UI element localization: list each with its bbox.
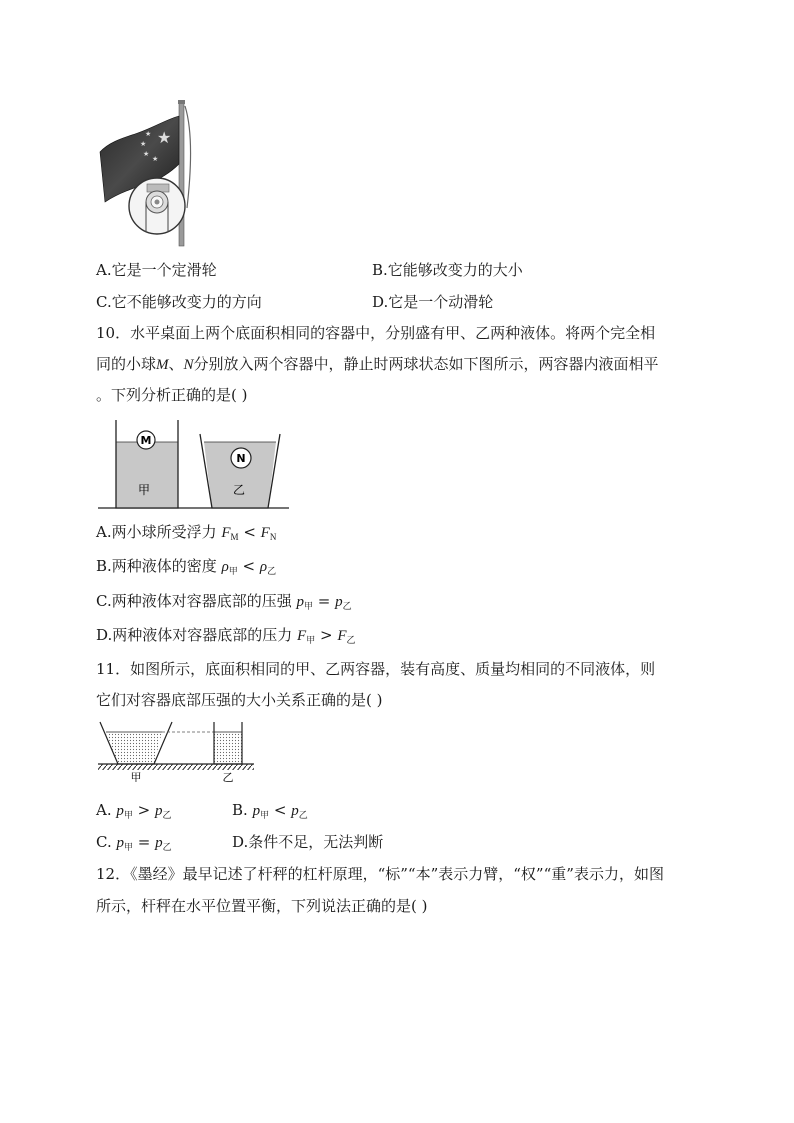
q11-option-c: C. $p_甲 = p_乙$ <box>96 833 172 853</box>
liquid-jia <box>116 442 178 508</box>
small-star-icon: ★ <box>140 140 147 148</box>
big-star-icon: ★ <box>157 128 172 147</box>
q12-stem-line1: 12．《墨经》最早记述了杆秤的杠杆原理，“标”“本”表示力臂，“权”“重”表示力，如图 <box>96 865 664 883</box>
q9-option-b: B.它能够改变力的大小 <box>372 261 523 279</box>
q9-option-c: C.它不能够改变力的方向 <box>96 293 262 311</box>
ball-m-label: M <box>140 434 152 447</box>
q10-containers-diagram <box>96 418 291 513</box>
q10-stem-line1: 10．水平桌面上两个底面积相同的容器中，分别盛有甲、乙两种液体。将两个完全相 <box>96 324 656 342</box>
q10-option-a: A.两小球所受浮力 $F_M < F_N$ <box>96 523 277 542</box>
q9-option-d: D.它是一个动滑轮 <box>372 293 494 311</box>
label-jia: 甲 <box>130 771 142 782</box>
q11-stem-line2: 它们对容器底部压强的大小关系正确的是( ) <box>96 691 383 709</box>
flag-pulley-figure <box>95 98 200 248</box>
q12-stem-line2: 所示，杆秤在水平位置平衡，下列说法正确的是( ) <box>96 897 428 915</box>
q10-option-b: B.两种液体的密度 $\rho_甲 < \rho_乙$ <box>96 557 277 577</box>
q11-option-d: D.条件不足，无法判断 <box>232 833 384 851</box>
q11-stem-line1: 11．如图所示，底面积相同的甲、乙两容器，装有高度、质量均相同的不同液体，则 <box>96 660 656 678</box>
small-star-icon: ★ <box>152 155 159 163</box>
label-yi: 乙 <box>222 771 234 782</box>
liquid-yi <box>214 732 242 764</box>
small-star-icon: ★ <box>143 150 150 158</box>
q10-stem-line2: 同的小球M、N分别放入两个容器中，静止时两球状态如下图所示，两容器内液面相平 <box>96 355 659 373</box>
q10-containers-figure <box>96 418 291 513</box>
q10-option-c: C.两种液体对容器底部的压强 $p_甲 = p_乙$ <box>96 592 352 612</box>
q11-containers-figure <box>96 718 256 782</box>
q11-option-a: A. $p_甲 > p_乙$ <box>96 801 172 821</box>
q11-containers-diagram <box>96 718 256 782</box>
flag-pulley-image <box>95 98 200 248</box>
small-star-icon: ★ <box>145 130 152 138</box>
ball-n-label: N <box>236 452 246 465</box>
liquid-yi-label: 乙 <box>232 483 246 497</box>
q10-option-d: D.两种液体对容器底部的压力 $F_甲 > F_乙$ <box>96 626 356 646</box>
q9-option-a: A.它是一个定滑轮 <box>96 261 217 279</box>
liquid-jia-label: 甲 <box>137 483 151 497</box>
liquid-jia <box>106 732 162 764</box>
q10-stem-line3: 。下列分析正确的是( ) <box>96 386 248 404</box>
q11-option-b: B. $p_甲 < p_乙$ <box>232 801 308 821</box>
